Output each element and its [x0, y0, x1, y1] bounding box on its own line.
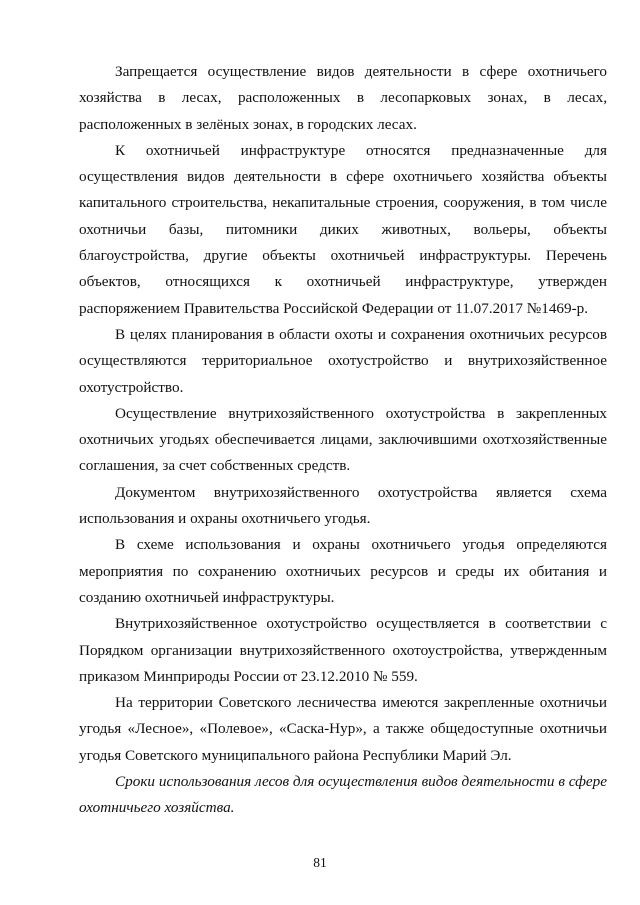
section-heading-forest-use-terms: Сроки использования лесов для осуществления видов деятельности в сфере охотничьего хозяйства. — [79, 773, 607, 817]
body-text — [79, 59, 607, 822]
paragraph-hunting-planning: В целях планирования в области охоты и сохранения охотничьих ресурсов осуществляются территориальное охотустройство и внутрихозяйственное охотустройство. — [79, 325, 607, 396]
paragraph-scheme-measures: В схеме использования и охраны охотничьего угодья определяются мероприятия по сохранению охотничьих ресурсов и среды их обитания и созданию охотничьей инфраструктуры. — [79, 536, 607, 606]
paragraph-management-document: Документом внутрихозяйственного охотустройства является схема использования и охраны охотничьего угодья. — [79, 483, 607, 528]
paragraph-internal-management: Осуществление внутрихозяйственного охотустройства в закрепленных охотничьих угодьях обеспечивается лицами, заключившими охотхозяйственные соглашения, за счет собственных средств. — [79, 404, 607, 475]
paragraph-management-order: Внутрихозяйственное охотустройство осуществляется в соответствии с Порядком организации внутрихозяйственного охотоустройства, утвержденным приказом Минприроды России от 23.12.2010 № 559. — [79, 615, 607, 685]
paragraph-hunting-infrastructure: К охотничьей инфраструктуре относятся предназначенные для осуществления видов деятельности в сфере охотничьего хозяйства объекты капитального строительства, некапитальные строения, сооружения, в том числе охотничьи базы, питомники диких животных, вольеры, объекты благоустройства, другие объекты охотничьей инфраструктуры. Перечень объектов, относящихся к охотничьей инфраструктуре, утвержден распоряжением Правительства Российской Федерации от 11.07.2017 №1469-р. — [79, 141, 607, 317]
paragraph-prohibited-activities: Запрещается осуществление видов деятельности в сфере охотничьего хозяйства в лесах, расположенных в лесопарковых зонах, в лесах, расположенных в зелёных зонах, в городских лесах. — [79, 63, 607, 133]
paragraph-hunting-grounds: На территории Советского лесничества имеются закрепленные охотничьи угодья «Лесное», «Полевое», «Саска-Нур», а также общедоступные охотничьи угодья Советского муниципального района Республики Марий Эл. — [79, 694, 607, 764]
page-number: 81 — [313, 855, 327, 870]
